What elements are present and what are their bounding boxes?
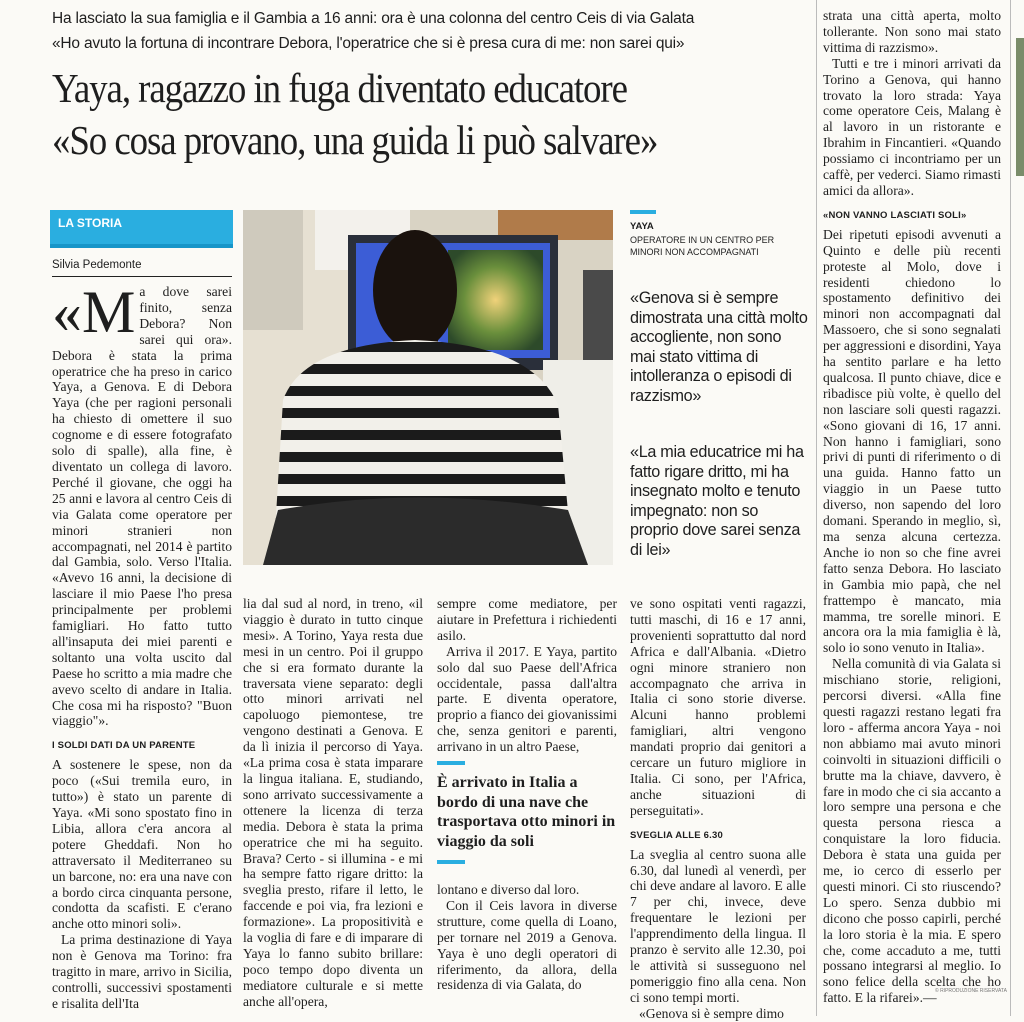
quote-speaker-name: YAYA (630, 221, 654, 232)
byline-rule (52, 276, 232, 277)
col3-paragraph-3: lontano e diverso dal loro. (437, 882, 580, 897)
col3-paragraph-4: Con il Ceis lavora in diverse strutture, come quella di Loano, per tornare nel 2019 a Genova. Yaya è uno degli operatori di riferimento, da allora, della residenza di via Galata, do (437, 897, 617, 993)
copyright-note: © RIPRODUZIONE RISERVATA (935, 988, 1007, 994)
col1-paragraph-2: A sostenere le spese, non da poco («Sui tremila euro, in tutto») è stato un parente di Yaya. «Mi sono spostato fino in Libia, allora c'era ancora al potere Gheddafi. Non ho attraversato il Mediterraneo su un barcone, no: era una nave con a bordo circa cinquanta persone, condotta da scafisti. E c'erano anche otto minori soli». (52, 757, 232, 932)
headline-line-1: Yaya, ragazzo in fuga diventato educatore (52, 65, 627, 111)
article-column-2 (243, 596, 423, 1009)
col4-paragraph-3: «Genova si è sempre dimo (639, 1005, 784, 1021)
column-divider (816, 0, 817, 1016)
article-column-3-top (437, 596, 617, 756)
col1-paragraph-1: a dove sarei finito, senza Debora? Non sarei qui ora». Debora è stata la prima operatrice che ha preso in carico Yaya, a Genova. E di Debora Yaya (che per ragioni personali ha chiesto di omettere il suo cognome e di essere fotografato solo di spalle), alla fine, è diventato un collega di lavoro. Perché il giovane, che oggi ha 25 anni e lavora al centro Ceis di via Galata come operatore per minori stranieri non accompagnati, nel 2014 è partito dal Gambia, solo. Verso l'Italia. «Avevo 16 anni, la decisione di lasciare il mio Paese l'ho presa principalmente per problemi famigliari. Ho fatto tutto all'insaputa dei miei parenti e soltanto una volta uscito dal Paese ho scritto a mia madre che avevo scelto di andare in Italia. Che cosa mi ha risposto? "Buon viaggio"». (52, 284, 232, 729)
page-divider (1010, 0, 1011, 1016)
col4-paragraph-1: ve sono ospitati venti ragazzi, tutti maschi, di 16 e 17 anni, provenienti soprattutto dal nord Africa e dall'Albania. «Dietro ogni minore straniero non accompagnato che arriva in Italia ci sono storie diverse. Alcuni hanno problemi famigliari, altri vengono mandati proprio dai genitori a cercare un futuro migliore in Italia. Ci sono, per l'Africa, anche situazioni di perseguitati». (630, 596, 806, 818)
dropcap: «M (52, 279, 136, 345)
col3-paragraph-2: Arriva il 2017. E Yaya, partito solo dal suo Paese dell'Africa occidentale, passa dall'altra parte. E diventa operatore, proprio a fianco dei giovanissimi che, senza genitori e parenti, arrivano in un altro Paese, (437, 643, 617, 755)
col5-paragraph-4: Nella comunità di via Galata si mischiano storie, religioni, percorsi diversi. «Alla fine questi ragazzi restano legati fra loro - afferma ancora Yaya - noi non abbiamo mai avuto minori coinvolti in situazioni difficili o brutte ma la chiave, davvero, è fare in modo che ci sia accanto a loro sempre una persona e che questa persona riesca a conquistare la loro fiducia. Debora è stata una guida per me, io cerco di esserlo per questi minori. Ci sto riuscendo? Lo spero. Senza dubbio mi dicono che posso capirli, perché la loro storia è la mia. E spero che, come accaduto a me, tutti possano integrarsi al meglio. Io sono felice della scelta che ho fatto. E la rifarei».— (823, 656, 1001, 1006)
quote-accent-bar (630, 210, 656, 214)
kicker-line-1: Ha lasciato la sua famiglia e il Gambia a 16 anni: ora è una colonna del centro Ceis di via Galata (52, 10, 695, 27)
subheading-sveglia: SVEGLIA ALLE 6.30 (630, 829, 723, 841)
col5-paragraph-3: Dei ripetuti episodi avvenuti a Quinto e delle più recenti proteste al Molo, dove i residenti chiedono lo spostamento definitivo dei minori non accompagnati dal Massoero, che si sono segnalati per aggressioni e disordini, Yaya ha sentito parlare e ha letto qualcosa. Il punto chiave, dice e ribadisce più volte, è quello del non lasciare soli questi ragazzi. «Sono giovani di 16, 17 anni. Non hanno i famigliari, sono privi di punti di riferimento o di una guida. Hanno fatto un viaggio in un Paese tutto diverso, non sapendo del loro domani. Sperando in meglio, sì, ma senza alcuna certezza. Anche io non so che fine avrei fatto senza Debora. Ho lasciato in Gambia mio papà, che nel frattempo è mancato, mia mamma, tre sorelle minori. E ancora ora la mia famiglia è là, solo io sono venuto in Italia». (823, 226, 1001, 656)
article-column-1 (52, 279, 232, 1011)
callout-quote: È arrivato in Italia a bordo di una nave che trasportava otto minori in viaggio da soli (437, 774, 616, 850)
photo-yaya-from-behind (243, 210, 613, 565)
pull-quote-1: «Genova si è sempre dimostrata una città molto accogliente, non sono mai stato vittima di intolleranza o episodi di razzismo» (630, 289, 808, 405)
headline-line-2: «So cosa provano, una guida li può salvare» (52, 117, 658, 163)
col1-paragraph-3: La prima destinazione di Yaya non è Genova ma Torino: fra tragitto in mare, arrivo in Sicilia, controlli, successivi spostamenti e risalita dell'Ita (52, 932, 232, 1011)
section-tag (50, 210, 233, 247)
subheading-soldi: I SOLDI DATI DA UN PARENTE (52, 740, 196, 752)
section-tag-underline (50, 244, 233, 248)
col5-paragraph-1: strata una città aperta, molto tollerante. Non sono mai stato vittima di razzismo». (823, 8, 1001, 55)
kicker-line-2: «Ho avuto la fortuna di incontrare Debora, l'operatrice che si è presa cura di me: non sarei qui» (52, 35, 685, 52)
author-byline: Silvia Pedemonte (52, 259, 142, 271)
pull-quote-2: «La mia educatrice mi ha fatto rigare dritto, mi ha insegnato molto e tenuto impegnato: non so proprio dove sarei senza di lei» (630, 443, 804, 559)
callout-accent-bottom (437, 860, 465, 864)
article-column-3-bottom (437, 882, 617, 992)
callout-accent-top (437, 761, 465, 765)
section-tag-label: LA STORIA (58, 216, 123, 230)
col5-paragraph-2: Tutti e tre i minori arrivati da Torino a Genova, qui hanno trovato la loro strada: Yaya come operatore Ceis, Malang è al lavoro in un ristorante e Ibrahim in Fincantieri. «Quando possiamo ci incontriamo per un caffè, per vederci. Siamo rimasti amici da allora». (823, 55, 1001, 198)
article-photo (243, 210, 613, 565)
subheading-non-vanno: «NON VANNO LASCIATI SOLI» (823, 209, 967, 221)
col4-paragraph-2: La sveglia al centro suona alle 6.30, dal lunedì al venerdì, per chi deve andare al lavoro. E alle 7 per chi, invece, deve frequentare le lezioni per l'apprendimento della lingua. Il pranzo è servito alle 12.30, poi le attività si susseguono nel pomeriggio fino alla cena. Non ci sono tempi morti. (630, 846, 806, 1005)
article-column-4 (630, 596, 806, 1021)
col2-paragraph-1: lia dal sud al nord, in treno, «il viaggio è durato in tutto cinque mesi». A Torino, Yaya resta due mesi in un centro. Poi il gruppo che si era formato durante la traversata viene separato: degli otto minori arrivati nel capoluogo piemontese, tre vengono destinati a Genova. E da lì inizia il percorso di Yaya. «La prima cosa è stata imparare la lingua italiana. E, studiando, sono arrivato successivamente a ottenere la licenza di terza media. Debora è stata la prima operatrice che mi ha seguito. Brava? Certo - si illumina - e mi ha sempre fatto rigare dritto: la sveglia presto, rifare il letto, le faccende e poi via, fra lezioni e formazione». La propositività e la voglia di fare e di imparare di Yaya lo fanno subito brillare: poco tempo dopo diventa un mediatore culturale e si mette anche all'opera, (243, 596, 423, 1009)
col3-paragraph-1: sempre come mediatore, per aiutare in Prefettura i richiedenti asilo. (437, 596, 617, 643)
adjacent-article-image (1016, 38, 1024, 176)
quote-speaker-role: OPERATORE IN UN CENTRO PER MINORI NON ACCOMPAGNATI (630, 235, 775, 257)
